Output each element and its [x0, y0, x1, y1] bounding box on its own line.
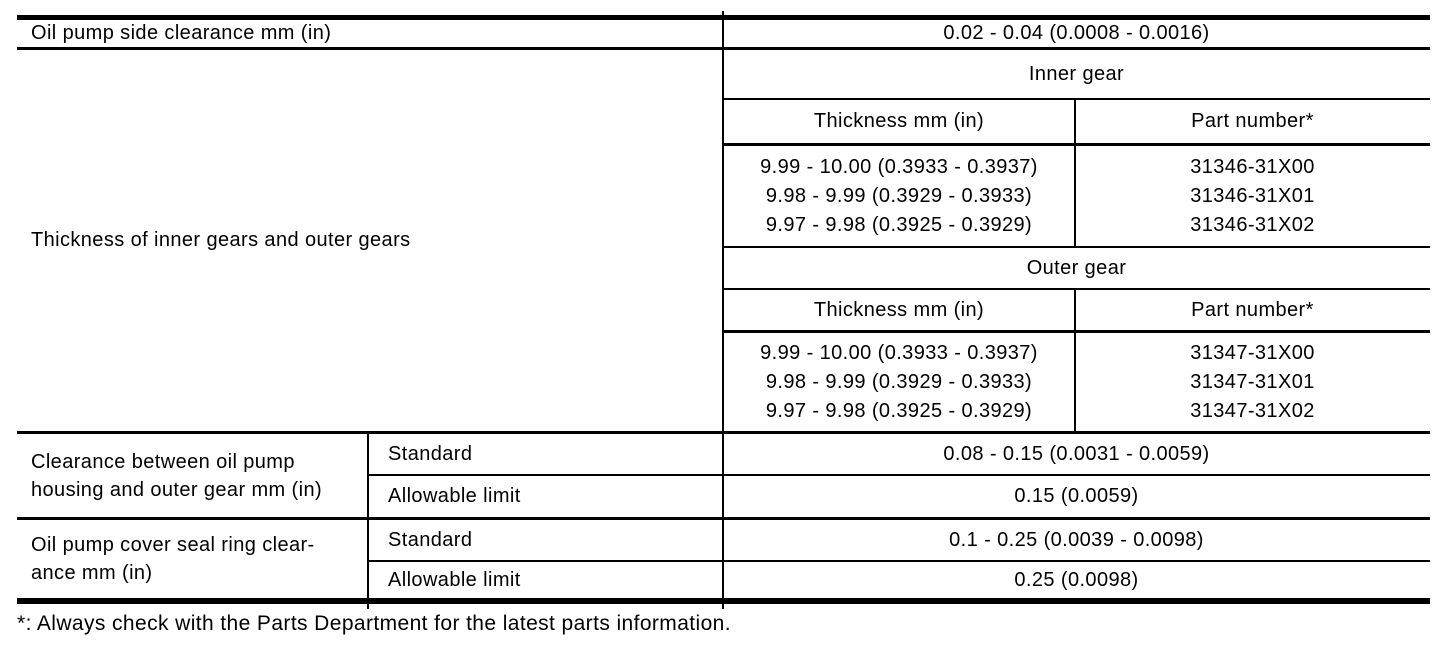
- parts-footnote: *: Always check with the Parts Department for the latest parts information.: [17, 612, 731, 635]
- housing-clearance-limit-label: Allowable limit: [388, 485, 521, 507]
- housing-clearance-label: [17, 434, 368, 517]
- seal-ring-clearance-label: [17, 520, 368, 598]
- outer-gear-title: Outer gear: [1026, 256, 1127, 279]
- inner-gear-thickness-header: Thickness mm (in): [813, 110, 985, 132]
- inner-gear-part-header: Part number*: [1191, 110, 1314, 132]
- housing-clearance-limit-value: 0.15 (0.0059): [1014, 485, 1139, 507]
- row1-value: 0.02 - 0.04 (0.0008 - 0.0016): [943, 22, 1210, 44]
- inner-gear-thickness-row: 9.99 - 10.00 (0.3933 - 0.3937): [760, 155, 1038, 178]
- seal-ring-limit-label: Allowable limit: [388, 568, 521, 591]
- housing-clearance-standard-label: Standard: [388, 442, 473, 465]
- housing-clearance-label-line2: housing and outer gear mm (in): [31, 478, 323, 501]
- seal-ring-standard-value: 0.1 - 0.25 (0.0039 - 0.0098): [949, 528, 1204, 551]
- outer-gear-part-row: 31347-31X00: [1190, 341, 1315, 364]
- housing-clearance-label-line1: Clearance between oil pump: [31, 450, 295, 473]
- inner-gear-thickness-values: [723, 146, 1075, 246]
- inner-gear-part-row: 31346-31X01: [1190, 184, 1315, 207]
- inner-gear-title: Inner gear: [1028, 62, 1125, 85]
- outer-gear-thickness-row: 9.98 - 9.99 (0.3929 - 0.3933): [765, 370, 1033, 393]
- seal-ring-standard-label: Standard: [388, 528, 473, 551]
- row1-label: Oil pump side clearance mm (in): [31, 22, 332, 44]
- inner-gear-thickness-row: 9.98 - 9.99 (0.3929 - 0.3933): [765, 184, 1033, 207]
- housing-clearance-standard-value: 0.08 - 0.15 (0.0031 - 0.0059): [943, 442, 1210, 465]
- outer-gear-thickness-header: Thickness mm (in): [813, 298, 985, 321]
- gears-row-label: Thickness of inner gears and outer gears: [31, 229, 411, 251]
- outer-gear-thickness-row: 9.99 - 10.00 (0.3933 - 0.3937): [760, 341, 1038, 364]
- outer-gear-thickness-values: [723, 333, 1075, 431]
- inner-gear-part-row: 31346-31X00: [1190, 155, 1315, 178]
- seal-ring-clearance-label-line1: Oil pump cover seal ring clear-: [31, 534, 315, 556]
- seal-ring-clearance-label-line2: ance mm (in): [31, 562, 153, 584]
- seal-ring-limit-value: 0.25 (0.0098): [1014, 568, 1139, 591]
- inner-gear-part-row: 31346-31X02: [1190, 213, 1315, 236]
- outer-gear-part-row: 31347-31X01: [1190, 370, 1315, 393]
- outer-gear-part-header: Part number*: [1191, 298, 1314, 321]
- outer-gear-thickness-row: 9.97 - 9.98 (0.3925 - 0.3929): [765, 399, 1033, 422]
- inner-gear-thickness-row: 9.97 - 9.98 (0.3925 - 0.3929): [765, 213, 1033, 236]
- outer-gear-part-row: 31347-31X02: [1190, 399, 1315, 422]
- outer-gear-part-values: [1075, 333, 1430, 431]
- inner-gear-part-values: [1075, 146, 1430, 246]
- oil-pump-spec-table: [17, 15, 1430, 615]
